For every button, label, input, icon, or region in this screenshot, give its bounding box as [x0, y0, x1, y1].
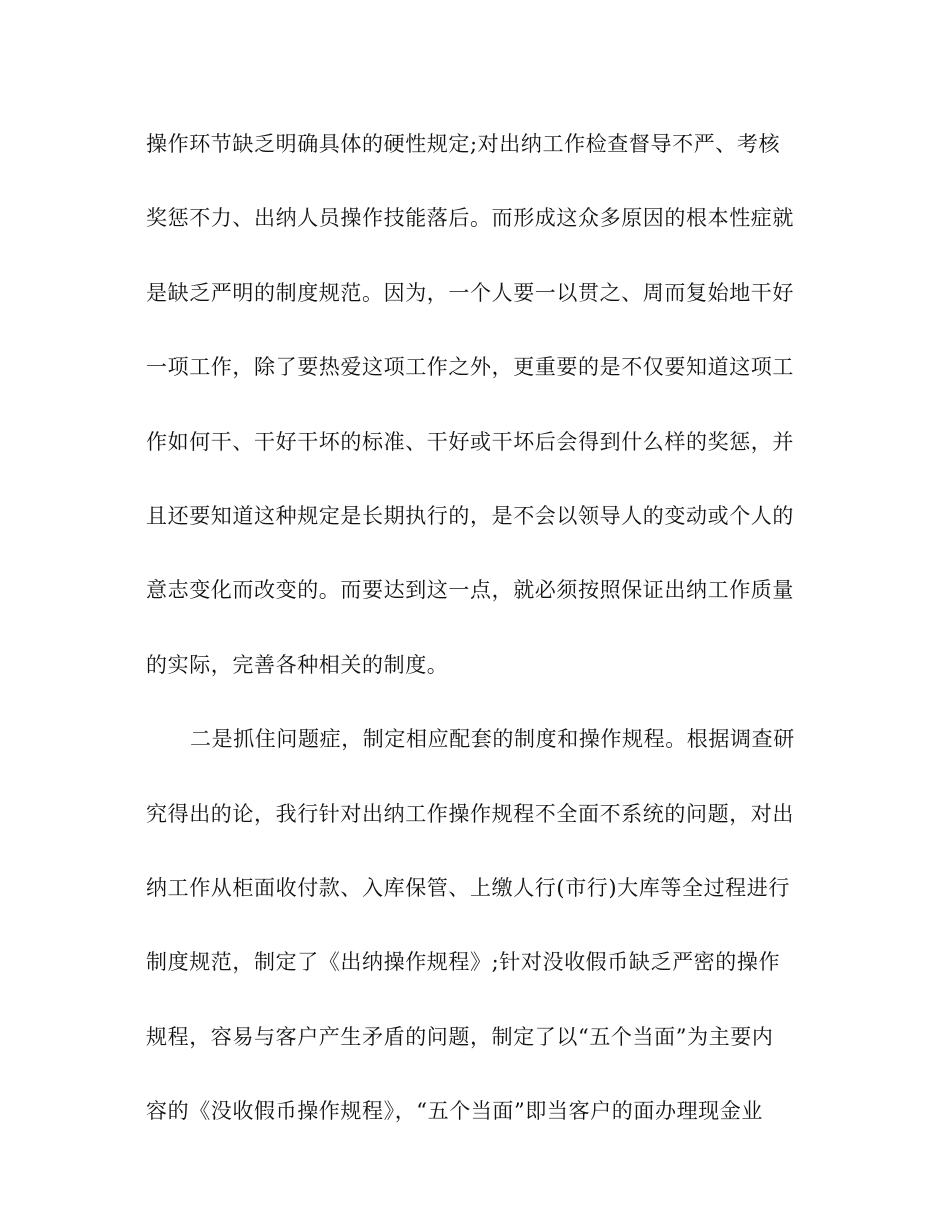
text-line: 容的《没收假币操作规程》，“五个当面”即当客户的面办理现金业 — [146, 1099, 763, 1124]
text-line: 纳工作从柜面收付款、入库保管、上缴人行(市行)大库等全过程进行 — [146, 875, 790, 900]
text-line: 是缺乏严明的制度规范。因为，一个人要一以贯之、周而复始地干好 — [146, 280, 794, 305]
text-line: 究得出的论，我行针对出纳工作操作规程不全面不系统的问题，对出 — [146, 801, 794, 826]
text-line: 规程，容易与客户产生矛盾的问题，制定了以“五个当面”为主要内 — [146, 1024, 774, 1049]
text-line: 意志变化而改变的。而要达到这一点，就必须按照保证出纳工作质量 — [146, 578, 794, 603]
text-line: 奖惩不力、出纳人员操作技能落后。而形成这众多原因的根本性症就 — [146, 206, 794, 231]
text-line: 操作环节缺乏明确具体的硬性规定;对出纳工作检查督导不严、考核 — [146, 132, 781, 156]
text-line: 且还要知道这种规定是长期执行的，是不会以领导人的变动或个人的 — [146, 503, 794, 528]
text-line: 制度规范，制定了《出纳操作规程》;针对没收假币缺乏严密的操作 — [146, 950, 781, 975]
text-line: 作如何干、干好干坏的标准、干好或干坏后会得到什么样的奖惩，并 — [146, 429, 794, 454]
paragraph-start-line: 二是抓住问题症，制定相应配套的制度和操作规程。根据调查研 — [190, 727, 795, 752]
text-line: 一项工作，除了要热爱这项工作之外，更重要的是不仅要知道这项工 — [146, 355, 794, 380]
body-text — [146, 122, 806, 1163]
text-line: 的实际，完善各种相关的制度。 — [146, 652, 449, 677]
